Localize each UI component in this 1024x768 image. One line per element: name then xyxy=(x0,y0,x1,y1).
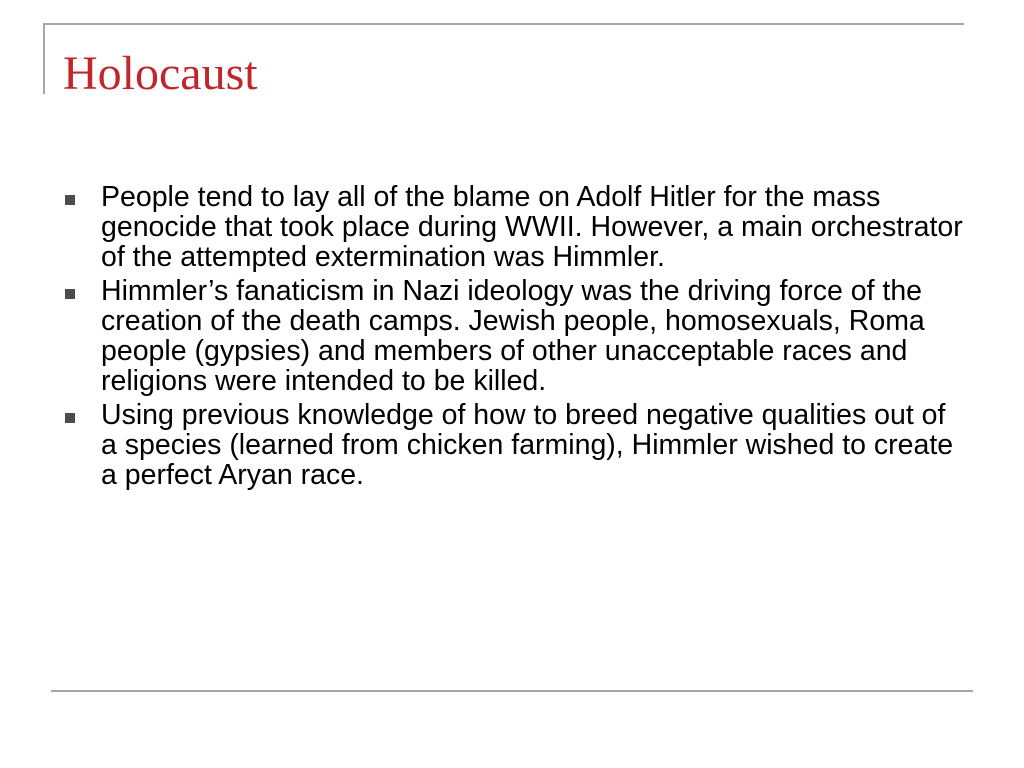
square-bullet-icon xyxy=(65,289,75,299)
bullet-item xyxy=(64,400,964,490)
slide-frame-top-line xyxy=(44,23,964,25)
bullet-text: Himmler’s fanaticism in Nazi ideology was the driving force of the creation of the death camps. Jewish people, homosexuals, Roma people (gypsies) and members of other unacceptable races and religions were intended to be killed. xyxy=(101,275,925,397)
bullet-text: People tend to lay all of the blame on Adolf Hitler for the mass genocide that took place during WWII. However, a main orchestrator of the attempted extermination was Himmler. xyxy=(101,181,963,273)
slide-frame-left-line xyxy=(43,23,45,94)
bullet-item xyxy=(64,182,964,272)
square-bullet-icon xyxy=(65,195,75,205)
slide-frame-bottom-line xyxy=(51,690,973,692)
bullet-item xyxy=(64,276,964,396)
bullet-list xyxy=(64,182,964,494)
bullet-text: Using previous knowledge of how to breed negative qualities out of a species (learned from chicken farming), Himmler wished to create a perfect Aryan race. xyxy=(101,399,954,491)
slide-title: Holocaust xyxy=(63,47,258,100)
square-bullet-icon xyxy=(65,413,75,423)
